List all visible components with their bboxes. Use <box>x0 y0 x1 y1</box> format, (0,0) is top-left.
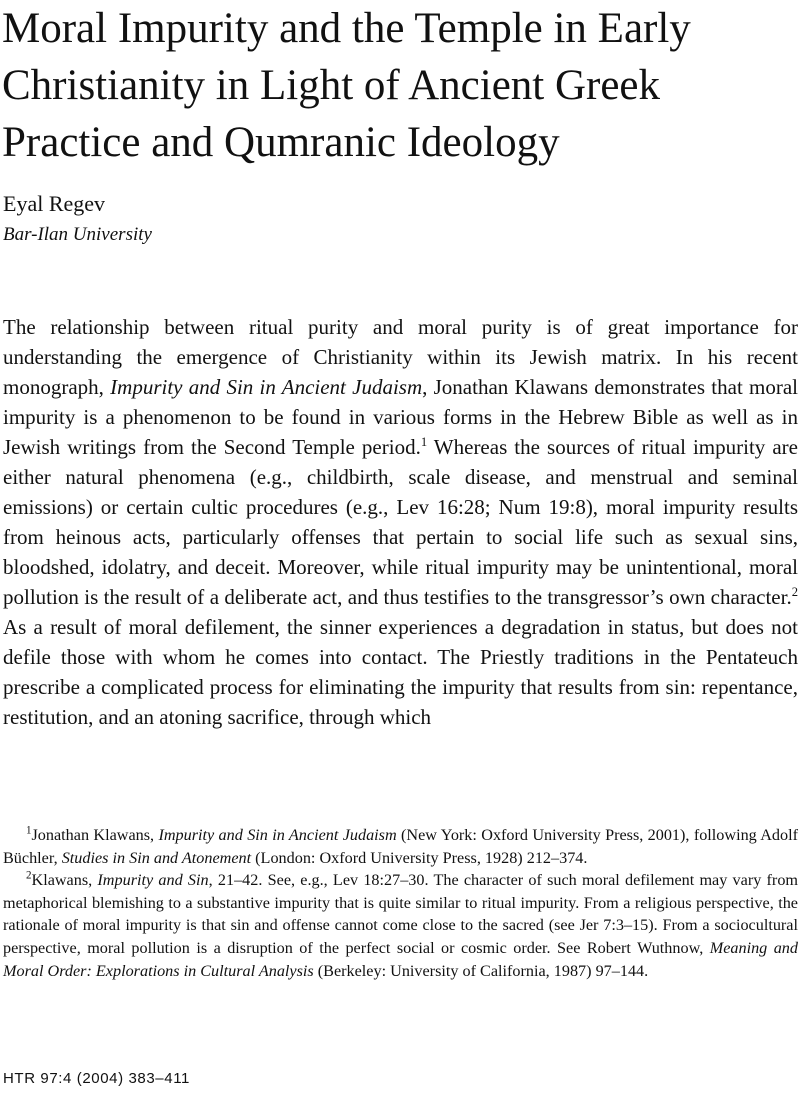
footnote-text: , 21–42. See, e.g., Lev 18:27–30. The character of such moral defilement may vary from metaphorical blemishing to a substantive impurity that is quite similar to ritual impurity. From a religious perspective, the rationale of moral impurity is that sin and offense cannot come close to the sacred (see Jer 7:3–15). From a sociocultural perspective, moral pollution is a disruption of the perfect social or cosmic order. See Robert Wuthnow, <box>3 871 799 957</box>
body-text-segment: Whereas the sources of ritual impurity are either natural phenomena (e.g., childbirth, scale disease, and menstrual and seminal emissions) or certain cultic procedures (e.g., Lev 16:28; Num 19:8), moral impurity results from heinous acts, particularly offenses that pertain to social life such as sexual sins, bloodshed, idolatry, and deceit. Moreover, while ritual impurity may be unintentional, moral pollution is the result of a deliberate act, and thus testifies to the transgressor’s own character. <box>3 435 798 609</box>
footnote-number: 1 <box>26 824 32 837</box>
author-affiliation: Bar-Ilan University <box>3 224 152 245</box>
body-paragraph <box>3 312 798 732</box>
book-title: Studies in Sin and Atonement <box>61 848 252 867</box>
article-title: Moral Impurity and the Temple in Early Christianity in Light of Ancient Greek Practice and Qumranic Ideology <box>2 5 691 166</box>
footnotes <box>3 824 798 982</box>
body-text-segment: , Jonathan Klawans demonstrates that moral impurity is a phenomenon to be found in various forms in the Hebrew Bible as well as in Jewish writings from the Second Temple period. <box>3 375 799 459</box>
book-title: Impurity and Sin in Ancient Judaism <box>158 826 397 844</box>
body-text-segment: As a result of moral defilement, the sinner experiences a degradation in status, but does not defile those with whom he comes into contact. The Priestly traditions in the Pentateuch prescribe a complicated process for eliminating the impurity that results from sin: repentance, restitution, and an atoning sacrifice, through which <box>3 615 798 729</box>
footnote-number: 2 <box>26 869 32 882</box>
footnote-1 <box>3 824 798 869</box>
author-name: Eyal Regev <box>3 191 106 216</box>
book-title: Impurity and Sin in Ancient Judaism <box>110 375 423 399</box>
footnote-text: (London: Oxford University Press, 1928) 212–374. <box>251 848 588 867</box>
footnote-2 <box>3 869 798 982</box>
footnote-ref-1[interactable]: 1 <box>420 435 428 449</box>
footnote-text: (New York: Oxford University Press, 2001), following Adolf Büchler, <box>3 826 799 867</box>
footnote-text: (Berkeley: University of California, 1987) 97–144. <box>313 961 649 980</box>
footnote-text: Klawans, <box>31 871 98 890</box>
journal-reference: HTR 97:4 (2004) 383–411 <box>3 1070 190 1087</box>
footnote-ref-2[interactable]: 2 <box>791 585 798 599</box>
body-text-segment: The relationship between ritual purity and moral purity is of great importance for understanding the emergence of Christianity within its Jewish matrix. In his recent monograph, <box>3 315 798 399</box>
footnote-text: Jonathan Klawans, <box>31 826 159 844</box>
book-title: Meaning and Moral Order: Explorations in Cultural Analysis <box>3 938 798 980</box>
book-title: Impurity and Sin <box>97 871 209 890</box>
